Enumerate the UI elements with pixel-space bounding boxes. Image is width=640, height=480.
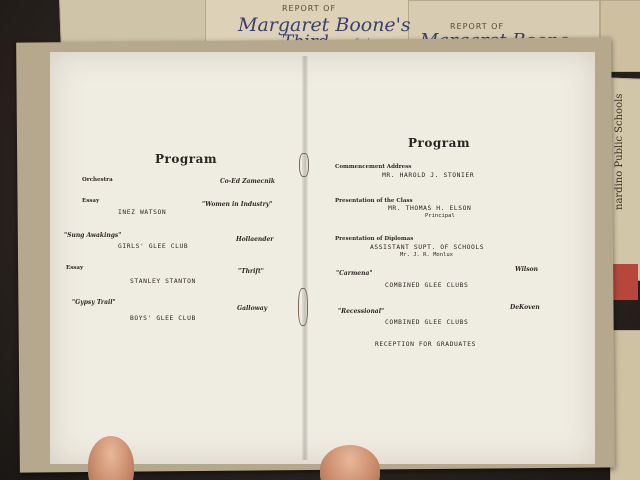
binding-thread [299,153,309,177]
booklet-fold [302,56,308,460]
program-item-title: "Gypsy Trail" [72,299,116,306]
left-program-title: Program [155,152,218,166]
program-item-sub: Mr. J. R. Monlux [400,252,453,258]
program-item-performer: COMBINED GLEE CLUBS [385,282,469,289]
program-item-performer: ASSISTANT SUPT. OF SCHOOLS [370,244,485,251]
program-item-type: Commencement Address [335,164,412,170]
right-program-title: Program [408,136,471,150]
program-item-composer: DeKoven [510,304,540,311]
school-name-text: nardino Public Schools [614,93,625,210]
program-item-composer: Galloway [237,305,268,312]
program-item-type: Essay [82,198,100,204]
program-item-performer: GIRLS' GLEE CLUB [118,243,189,250]
program-item-composer: Wilson [515,266,538,273]
program-item-composer: Co-Ed Zamecnik [220,178,276,185]
program-item-title: "Women in Industry" [202,201,273,208]
program-item-performer: INEZ WATSON [118,209,167,216]
program-item-type: Orchestra [82,177,113,183]
program-item-type: Presentation of Diplomas [335,236,414,242]
program-item-composer: Hollaender [236,236,274,243]
program-item-title: "Sung Awakings" [64,232,122,239]
binding-thread [298,288,308,326]
program-item-type: Essay [66,265,84,271]
program-item-type: Presentation of the Class [335,198,413,204]
program-item-performer: COMBINED GLEE CLUBS [385,319,469,326]
program-item-performer: BOYS' GLEE CLUB [130,315,196,322]
program-item-performer: MR. HAROLD J. STONIER [382,172,475,179]
program-item-performer: STANLEY STANTON [130,278,196,285]
closing-line: RECEPTION FOR GRADUATES [375,341,476,348]
program-item-title: "Thrift" [238,268,264,275]
program-item-title: "Carmena" [336,270,373,277]
program-booklet [50,52,595,464]
student-name-script: Margaret Boone's [238,14,411,36]
red-stamp [612,264,638,300]
program-item-title: "Recessional" [338,308,385,315]
report-of-label: REPORT OF [282,4,337,13]
program-item-performer: MR. THOMAS H. ELSON [388,205,472,212]
report-of-label: REPORT OF [450,22,505,31]
program-item-sub: Principal [425,213,455,219]
